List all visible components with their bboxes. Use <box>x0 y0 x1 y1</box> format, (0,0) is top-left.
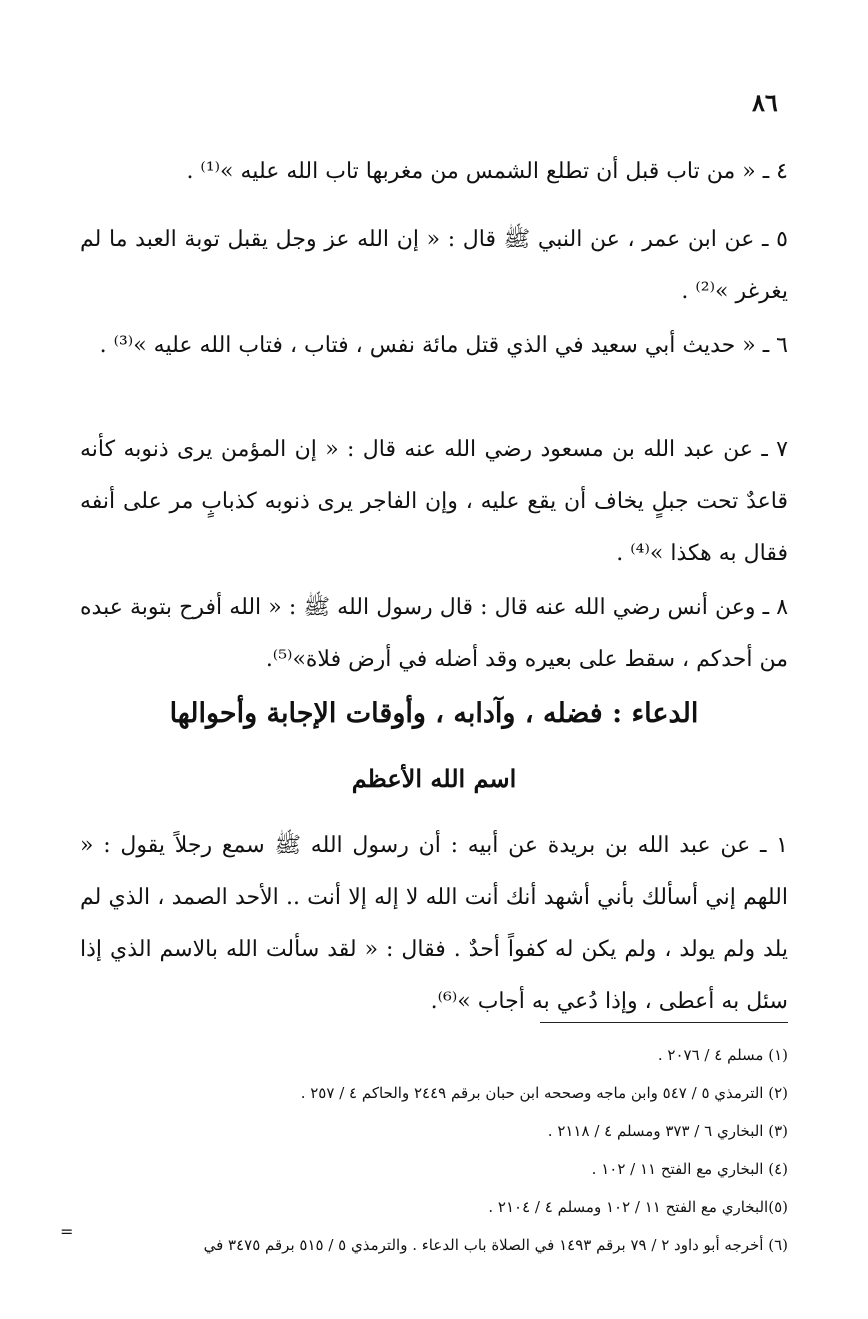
body-item-7 <box>80 424 788 580</box>
body-section-item <box>80 820 788 1028</box>
hadith-item-5: ٥ ـ عن ابن عمر ، عن النبي ﷺ قال : « إن الله عز وجل يقبل توبة العبد ما لم يغرغر »⁽²⁾ . <box>80 227 788 304</box>
hadith-item-6: ٦ ـ « حديث أبي سعيد في الذي قتل مائة نفس ، فتاب ، فتاب الله عليه »⁽³⁾ . <box>99 333 788 358</box>
hadith-item-8: ٨ ـ وعن أنس رضي الله عنه قال : قال رسول الله ﷺ : « الله أفرح بتوبة عبده من أحدكم ، سقط على بعيره وقد أضله في أرض فلاة»⁽⁵⁾. <box>80 595 789 672</box>
footnotes <box>60 1036 788 1264</box>
footnote-5: (٥)البخاري مع الفتح ١١ / ١٠٢ ومسلم ٤ / ٢١٠٤ . <box>488 1198 788 1216</box>
footnote-3: (٣) البخاري ٦ / ٣٧٣ ومسلم ٤ / ٢١١٨ . <box>547 1122 788 1140</box>
body-item-6 <box>80 320 788 372</box>
sub-heading: اسم الله الأعظم <box>351 764 517 793</box>
dua-item-1: ١ ـ عن عبد الله بن بريدة عن أبيه : أن رسول الله ﷺ سمع رجلاً يقول : « اللهم إني أسألك بأني أشهد أنك أنت الله لا إله إلا أنت .. الأحد الصمد ، الذي لم يلد ولم يولد ، ولم يكن له كفواً أحدٌ . فقال : « لقد سألت الله بالاسم الذي إذا سئل به أعطى ، وإذا دُعي به أجاب »⁽⁶⁾. <box>80 833 788 1014</box>
footnote-2: (٢) الترمذي ٥ / ٥٤٧ وابن ماجه وصححه ابن حبان برقم ٢٤٤٩ والحاكم ٤ / ٢٥٧ . <box>300 1084 788 1102</box>
footnote-divider <box>540 1022 788 1023</box>
footnote-1: (١) مسلم ٤ / ٢٠٧٦ . <box>657 1046 788 1064</box>
hadith-item-7: ٧ ـ عن عبد الله بن مسعود رضي الله عنه قال : « إن المؤمن يرى ذنوبه كأنه قاعدٌ تحت جبلٍ يخاف أن يقع عليه ، وإن الفاجر يرى ذنوبه كذبابٍ مر على أنفه فقال به هكذا »⁽⁴⁾ . <box>80 437 788 566</box>
body-upper <box>80 146 788 198</box>
body-item-8 <box>80 582 788 686</box>
footnote-4: (٤) البخاري مع الفتح ١١ / ١٠٢ . <box>591 1160 788 1178</box>
footnote-6: (٦) أخرجه أبو داود ٢ / ٧٩ برقم ١٤٩٣ في الصلاة باب الدعاء . والترمذي ٥ / ٥١٥ برقم ٣٤٧٥ في <box>203 1236 788 1254</box>
hadith-item-4: ٤ ـ « من تاب قبل أن تطلع الشمس من مغربها تاب الله عليه »⁽¹⁾ . <box>186 159 788 184</box>
body-item-5 <box>80 214 788 318</box>
continuation-mark: = <box>60 1222 74 1241</box>
page-number: ٨٦ <box>752 88 778 117</box>
section-heading: الدعاء : فضله ، وآدابه ، وأوقات الإجابة وأحوالها <box>169 698 699 729</box>
